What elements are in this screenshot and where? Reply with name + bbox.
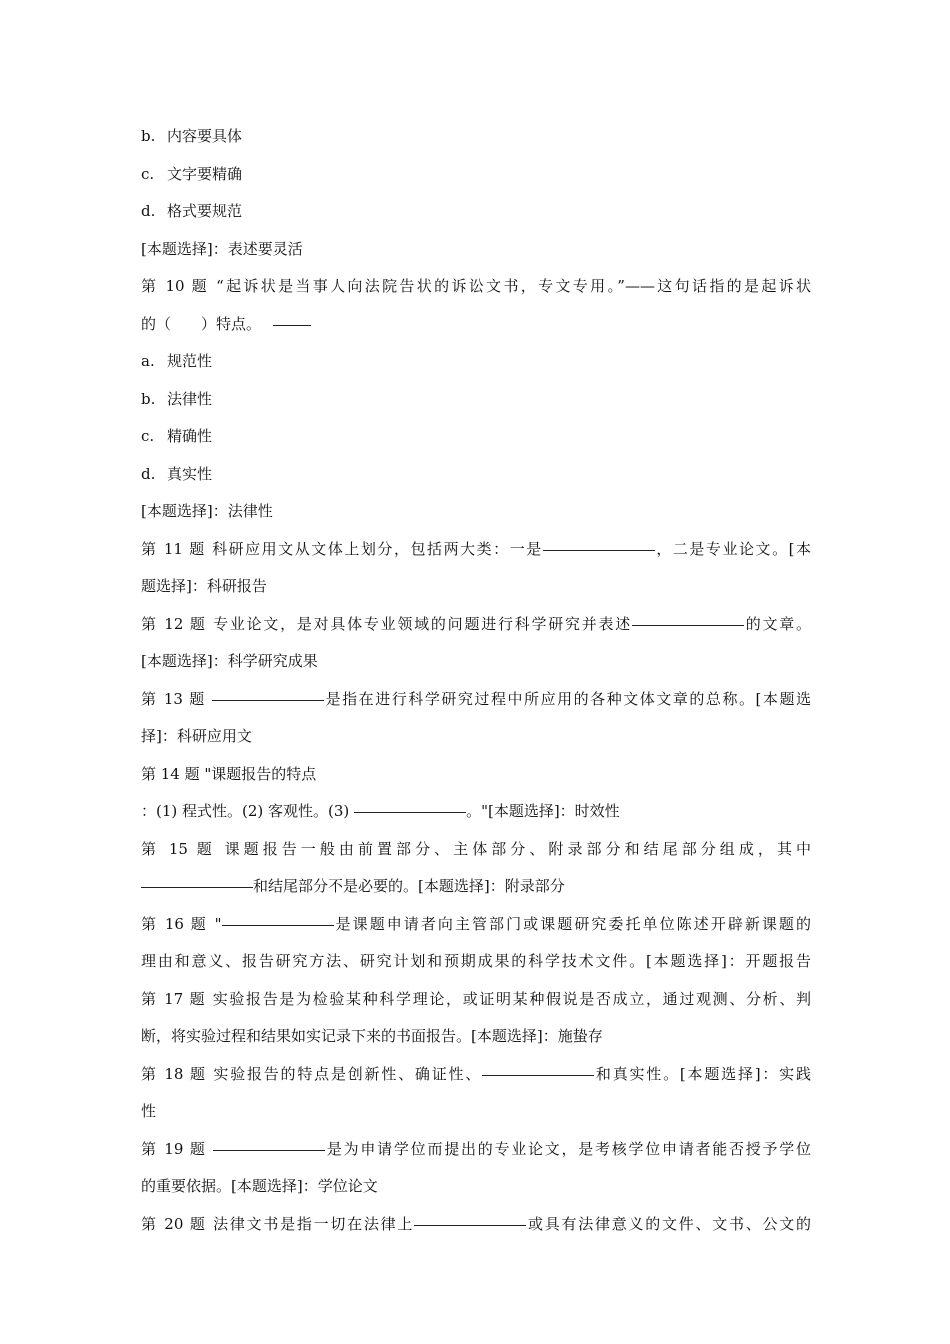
answer-line: [本题选择]：法律性 [141, 502, 273, 520]
question-text: 的文章。 [743, 614, 811, 633]
question-text: ：(1) 程式性。(2) 客观性。(3) [141, 802, 350, 820]
answer-blank [543, 549, 655, 551]
question-14-line-1: 第 14 题 "课题报告的特点 [141, 764, 317, 783]
question-text: 或具有法律意义的文件、文书、公文的 [526, 1214, 811, 1233]
question-text: 。"[本题选择]：时效性 [466, 802, 620, 820]
question-12-line-1 [141, 606, 811, 644]
answer-blank [414, 1224, 526, 1226]
option-letter: b. [141, 389, 156, 408]
question-15-line-2 [141, 868, 811, 906]
question-10-line-2 [141, 306, 811, 344]
question-text: 是为申请学位而提出的专业论文，是考核学位申请者能否授予学位 [325, 1139, 811, 1158]
question-text: 是课题申请者向主管部门或课题研究委托单位陈述开辟新课题的 [333, 914, 811, 933]
answer-blank [482, 1074, 594, 1076]
answer-blank [632, 624, 744, 626]
question-text: 是指在进行科学研究过程中所应用的各种文体文章的总称。[本题选 [324, 689, 811, 708]
answer-blank [273, 324, 311, 326]
question-text: 第 12 题 专业论文，是对具体专业领域的问题进行科学研究并表述 [141, 614, 632, 633]
answer-line: [本题选择]：表述要灵活 [141, 239, 303, 258]
option-text: 精确性 [167, 427, 213, 445]
document-page [141, 118, 811, 1243]
option-line [141, 418, 811, 456]
question-20-line-1 [141, 1206, 811, 1244]
option-text: 真实性 [167, 464, 213, 483]
option-text: 文字要精确 [167, 164, 243, 183]
option-line [141, 456, 811, 494]
question-17-line-2: 断，将实验过程和结果如实记录下来的书面报告。[本题选择]：施蛰存 [141, 1027, 603, 1045]
option-line [141, 343, 811, 381]
question-13-line-2: 择]：科研应用文 [141, 727, 252, 745]
answer-blank [222, 924, 334, 926]
question-19-line-2: 的重要依据。[本题选择]：学位论文 [141, 1177, 378, 1195]
question-11-line-2: 题选择]：科研报告 [141, 577, 267, 595]
question-text: 第 16 题 " [141, 914, 222, 933]
option-letter: a. [141, 352, 155, 370]
question-text: 和真实性。[本题选择]：实践 [594, 1064, 811, 1083]
option-text: 规范性 [167, 352, 213, 370]
answer-blank [354, 811, 466, 813]
question-text: 和结尾部分不是必要的。[本题选择]：附录部分 [253, 877, 565, 895]
question-text: 第 18 题 实验报告的特点是创新性、确证性、 [141, 1064, 483, 1083]
option-line [141, 193, 811, 231]
option-letter: b. [141, 127, 156, 145]
question-text: 的（ ）特点。 [141, 314, 262, 333]
question-14-line-2 [141, 793, 811, 831]
question-18-line-2: 性 [141, 1102, 157, 1120]
question-text: 第 11 题 科研应用文从文体上划分，包括两大类：一是 [141, 539, 543, 558]
question-10-line-1: 第 10 题 “起诉状是当事人向法院告状的诉讼文书，专文专用。”——这句话指的是起诉状 [141, 277, 811, 295]
question-19-line-1 [141, 1131, 811, 1169]
option-line [141, 118, 811, 156]
answer-blank [141, 886, 253, 888]
option-line [141, 381, 811, 419]
question-15-line-1: 第 15 题 课题报告一般由前置部分、主体部分、附录部分和结尾部分组成，其中 [141, 839, 811, 858]
question-16-line-2: 理由和意义、报告研究方法、研究计划和预期成果的科学技术文件。[本题选择]：开题报告 [141, 952, 811, 970]
option-letter: c. [141, 164, 155, 183]
answer-blank [213, 1149, 325, 1151]
option-text: 格式要规范 [167, 202, 243, 220]
option-letter: d. [141, 202, 156, 220]
question-text: ，二是专业论文。[本 [654, 539, 811, 558]
question-11-line-1 [141, 531, 811, 569]
option-text: 内容要具体 [167, 127, 243, 145]
question-text: 第 13 题 [141, 689, 206, 708]
option-letter: d. [141, 464, 156, 483]
question-17-line-1: 第 17 题 实验报告是为检验某种科学理论，或证明某种假说是否成立，通过观测、分析、判 [141, 989, 811, 1008]
option-text: 法律性 [167, 389, 213, 408]
question-text: 第 20 题 法律文书是指一切在法律上 [141, 1214, 415, 1233]
option-line [141, 156, 811, 194]
option-letter: c. [141, 427, 155, 445]
answer-blank [212, 699, 324, 701]
question-text: 第 19 题 [141, 1139, 207, 1158]
question-16-line-1 [141, 906, 811, 944]
question-18-line-1 [141, 1056, 811, 1094]
question-12-line-2: [本题选择]：科学研究成果 [141, 652, 318, 670]
question-13-line-1 [141, 681, 811, 719]
